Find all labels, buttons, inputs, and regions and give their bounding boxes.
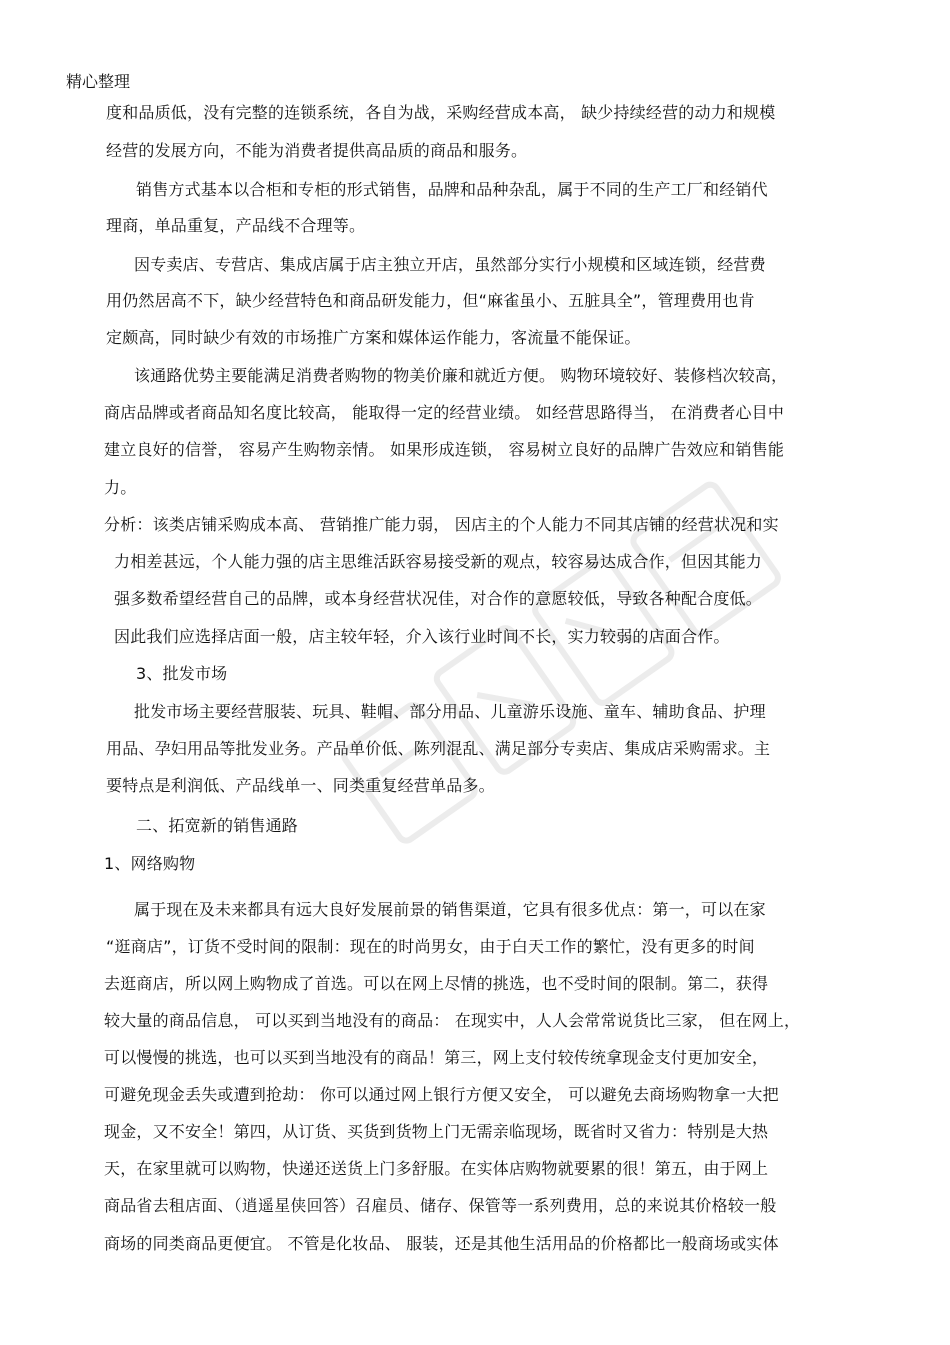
watermark [300,430,900,910]
text-line: 用仍然居高不下，缺少经营特色和商品研发能力，但“麻雀虽小、五脏具全”，管理费用也肯 [106,291,755,310]
text-line: 现金，又不安全！第四，从订货、买货到货物上门无需亲临现场，既省时又省力：特别是大热 [104,1122,769,1141]
text-line: 经营的发展方向，不能为消费者提供高品质的商品和服务。 [106,141,528,160]
text-line: 要特点是利润低、产品线单一、同类重复经营单品多。 [106,776,495,795]
text-line: 天，在家里就可以购物，快递还送货上门多舒服。在实体店购物就要累的很！第五，由于网上 [104,1159,769,1178]
section-heading: 1、网络购物 [104,854,196,873]
text-line: 可避免现金丢失或遭到抢劫： 你可以通过网上银行方便又安全， 可以避免去商场购物拿一大把 [104,1085,779,1104]
text-line: “逛商店”，订货不受时间的限制：现在的时尚男女，由于白天工作的繁忙，没有更多的时间 [106,937,755,956]
text-line: 力相差甚远，个人能力强的店主思维活跃容易接受新的观点，较容易达成合作，但因其能力 [114,552,763,571]
section-heading: 二、拓宽新的销售通路 [136,816,299,835]
text-line: 商场的同类商品更便宜。 不管是化妆品、 服装，还是其他生活用品的价格都比一般商场或实体 [104,1234,779,1253]
text-line: 可以慢慢的挑选，也可以买到当地没有的商品！第三，网上支付较传统拿现金支付更加安全， [104,1048,769,1067]
text-line: 较大量的商品信息， 可以买到当地没有的商品： 在现实中，人人会常常说货比三家， 但在网上， [104,1011,801,1030]
text-line: 用品、孕妇用品等批发业务。产品单价低、陈列混乱、满足部分专卖店、集成店采购需求。主 [106,739,771,758]
text-line: 因此我们应选择店面一般，店主较年轻，介入该行业时间不长，实力较弱的店面合作。 [114,627,730,646]
text-line: 去逛商店，所以网上购物成了首选。可以在网上尽情的挑选，也不受时间的限制。第二，获得 [104,974,769,993]
text-line: 度和品质低，没有完整的连锁系统，各自为战，采购经营成本高， 缺少持续经营的动力和规模 [106,103,776,122]
text-line: 属于现在及未来都具有远大良好发展前景的销售渠道，它具有很多优点：第一，可以在家 [134,900,766,919]
text-line: 定颇高，同时缺少有效的市场推广方案和媒体运作能力，客流量不能保证。 [106,328,641,347]
section-heading: 3、批发市场 [136,664,228,683]
text-line: 力。 [104,478,137,497]
text-line: 建立良好的信誉， 容易产生购物亲情。 如果形成连锁， 容易树立良好的品牌广告效应和销售能 [104,440,785,459]
text-line: 分析：该类店铺采购成本高、 营销推广能力弱， 因店主的个人能力不同其店铺的经营状况和实 [104,515,779,534]
text-line: 商店品牌或者商品知名度比较高， 能取得一定的经营业绩。 如经营思路得当， 在消费者心目中 [104,403,785,422]
text-line: 批发市场主要经营服装、玩具、鞋帽、部分用品、儿童游乐设施、童车、辅助食品、护理 [134,702,766,721]
text-line: 商品省去租店面、（逍遥星侠回答）召雇员、储存、保管等一系列费用，总的来说其价格较一般 [104,1196,777,1215]
text-line: 强多数希望经营自己的品牌，或本身经营状况佳，对合作的意愿较低，导致各种配合度低。 [114,589,763,608]
page-header: 精心整理 [66,72,131,91]
text-line: 因专卖店、专营店、集成店属于店主独立开店，虽然部分实行小规模和区域连锁，经营费 [134,255,766,274]
text-line: 理商，单品重复，产品线不合理等。 [106,216,366,235]
text-line: 该通路优势主要能满足消费者购物的物美价廉和就近方便。 购物环境较好、装修档次较高， [134,366,788,385]
text-line: 销售方式基本以合柜和专柜的形式销售，品牌和品种杂乱，属于不同的生产工厂和经销代 [136,180,768,199]
